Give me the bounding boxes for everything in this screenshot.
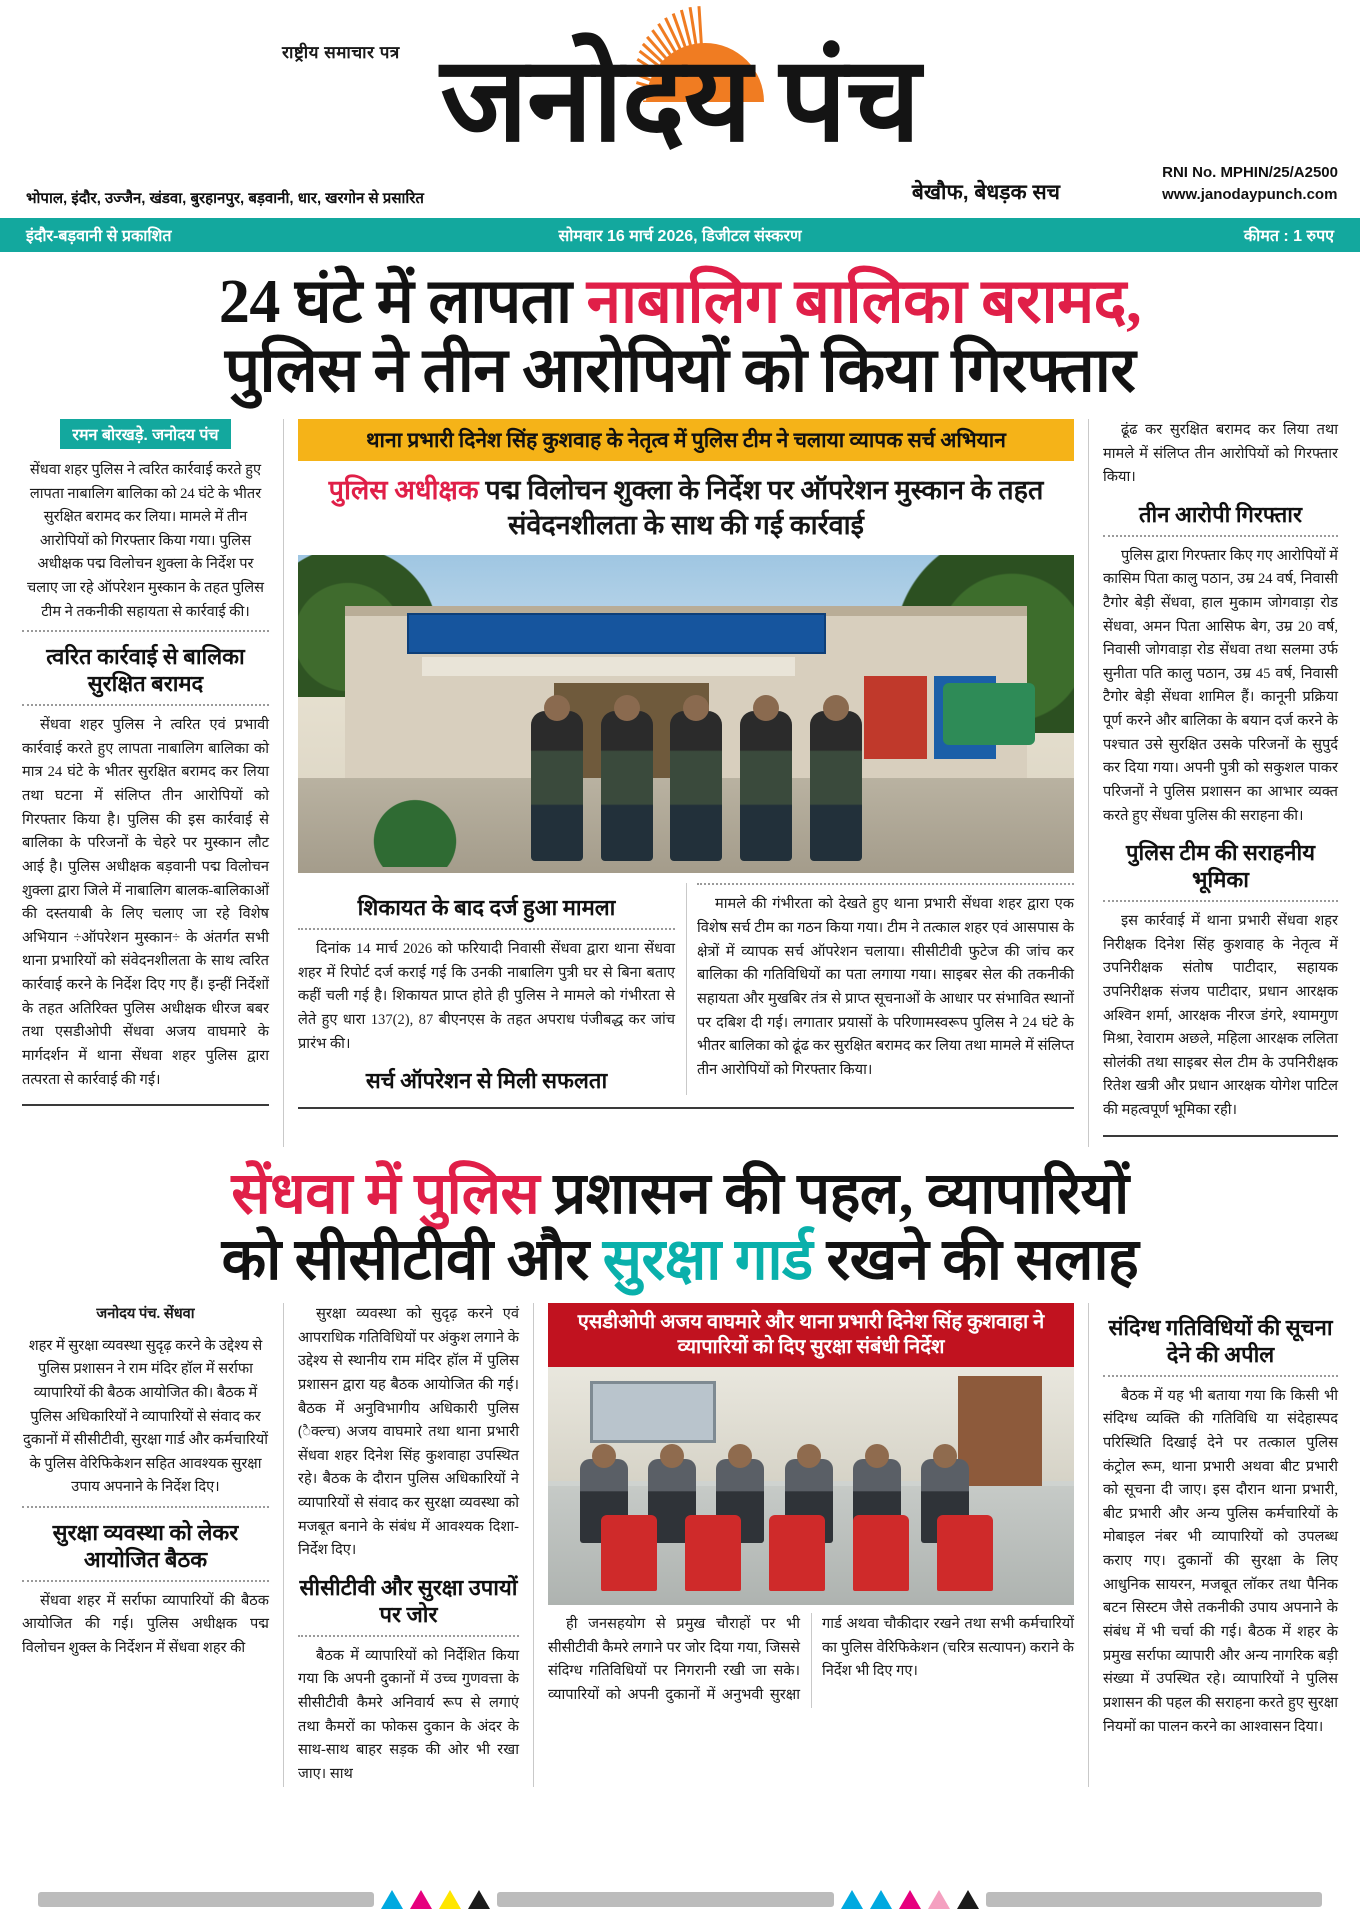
photo-officer bbox=[601, 711, 653, 861]
story1-left-column bbox=[22, 419, 284, 1147]
story2-column-1 bbox=[22, 1303, 284, 1787]
photo-chair bbox=[853, 1515, 909, 1591]
story1-section2-heading: शिकायत के बाद दर्ज हुआ मामला bbox=[357, 895, 616, 921]
divider-rule bbox=[298, 1107, 1074, 1109]
circulation-cities: भोपाल, इंदौर, उज्जैन, खंडवा, बुरहानपुर, बड़वानी, धार, खरगोन से प्रसारित bbox=[26, 190, 424, 207]
lead-headline-highlight: नाबालिग बालिका बरामद, bbox=[586, 268, 1142, 336]
story1-deck-highlight: पुलिस अधीक्षक bbox=[328, 475, 479, 506]
rni-block bbox=[1162, 162, 1338, 206]
divider-dotted bbox=[697, 883, 1074, 885]
story2-caption-text-columns bbox=[548, 1613, 1074, 1708]
story1-section4-heading: तीन आरोपी गिरफ्तार bbox=[1139, 501, 1302, 527]
story1-intro: सेंधवा शहर पुलिस ने त्वरित कार्रवाई करते हुए लापता नाबालिग बालिका को 24 घंटे के भीतर सुरक्षित बरामद कर लिया। मामले में तीन आरोपियों को गिरफ्तार किया गया। पुलिस अधीक्षक पद्म विलोचन शुक्ला के निर्देश पर चलाए जा रहे ऑपरेशन मुस्कान के तहत पुलिस टीम ने तकनीकी सहायता से कार्रवाई की। bbox=[26, 461, 264, 620]
story2-photo bbox=[548, 1367, 1074, 1605]
story2-headline-rest1: प्रशासन की पहल, व्यापारियों bbox=[539, 1160, 1129, 1226]
registration-triangle-magenta bbox=[410, 1890, 432, 1909]
story2-section1-cont: सुरक्षा व्यवस्था को सुदृढ़ करने एवं आपराधिक गतिविधियों पर अंकुश लगाने के उद्देश्य से स्थानीय राम मंदिर हॉल में पुलिस प्रशासन द्वारा यह बैठक आयोजित की गई। बैठक में अनुविभागीय अधिकारी पुलिस (ैक्ल्च) अजय वाघमारे तथा थाना प्रभारी सेंधवा शहर दिनेश सिंह कुशवाहा उपस्थित रहे। बैठक के दौरान पुलिस अधिकारियों ने व्यापारियों से संवाद कर सुरक्षा व्यवस्था को मजबूत बनाने के संबंध में आवश्यक दिशा-निर्देश दिए। bbox=[298, 1305, 519, 1559]
story1-deck-rest: पद्म विलोचन शुक्ला के निर्देश पर ऑपरेशन मुस्कान के तहत संवेदनशीलता के साथ की गई कार्रवाई bbox=[478, 475, 1044, 541]
story1-middle-text-columns bbox=[298, 883, 1074, 1095]
masthead bbox=[0, 0, 1360, 218]
website-url[interactable]: www.janodaypunch.com bbox=[1162, 185, 1338, 203]
story2-section3-body: बैठक में यह भी बताया गया कि किसी भी संदिग्ध व्यक्ति की गतिविधि या संदेहास्पद परिस्थिति दिखाई देने पर तत्काल पुलिस कंट्रोल रूम, थाना प्रभारी अथवा बीट प्रभारी को सूचना दी जाए। इस दौरान थाना प्रभारी, बीट प्रभारी और अन्य पुलिस कर्मचारियों के मोबाइल नंबर भी व्यापारियों को उपलब्ध कराए गए। दुकानों की सुरक्षा के लिए आधुनिक सायरन, मजबूत लॉकर तथा पैनिक बटन सिस्टम जैसे तकनीकी उपाय अपनाने के संबंध में भी चर्चा की गई। बैठक में शहर के प्रमुख सर्राफा व्यापारी और अन्य नागरिक बड़ी संख्या में उपस्थित रहे। व्यापारियों ने पुलिस प्रशासन की पहल की सराहना करते हुए सुरक्षा नियमों का पालन करने का आश्वासन दिया। bbox=[1103, 1387, 1338, 1735]
edition-date: सोमवार 16 मार्च 2026, डिजीटल संस्करण bbox=[558, 228, 802, 245]
photo-officer bbox=[740, 711, 792, 861]
story1-photo bbox=[298, 555, 1074, 873]
divider-rule bbox=[22, 1104, 269, 1106]
photo-plant bbox=[360, 781, 470, 867]
story1-section5-heading: पुलिस टीम की सराहनीय भूमिका bbox=[1126, 840, 1315, 893]
divider-dotted bbox=[22, 630, 269, 632]
story2-headline-part2a: को सीसीटीवी और bbox=[221, 1226, 603, 1292]
registration-grey-bar bbox=[497, 1892, 833, 1907]
lead-headline-part1: 24 घंटे में लापता bbox=[218, 268, 587, 336]
registration-triangle-cyan bbox=[841, 1890, 863, 1909]
divider-dotted bbox=[22, 1580, 269, 1582]
registration-grey-bar bbox=[38, 1892, 374, 1907]
photo-officer bbox=[670, 711, 722, 861]
story1-photo-wrap bbox=[298, 555, 1074, 873]
story-2 bbox=[0, 1147, 1360, 1787]
photo-chair bbox=[769, 1515, 825, 1591]
story1-section1-heading: त्वरित कार्रवाई से बालिका सुरक्षित बरामद bbox=[46, 644, 245, 697]
story2-intro: शहर में सुरक्षा व्यवस्था सुदृढ़ करने के उद्देश्य से पुलिस प्रशासन ने राम मंदिर हॉल में सर्राफा व्यापारियों की बैठक आयोजित की। बैठक में पुलिस अधिकारियों ने व्यापारियों से संवाद कर दुकानों में सीसीटीवी, सुरक्षा गार्ड और कर्मचारियों के पुलिस वेरिफिकेशन सहित आवश्यक सुरक्षा उपाय अपनाने के निर्देश दिए। bbox=[23, 1337, 268, 1496]
story1-deck bbox=[298, 473, 1074, 543]
story1-byline: रमन बोरखड़े. जनोदय पंच bbox=[60, 419, 230, 449]
photo-station-subsign bbox=[422, 657, 794, 676]
story1-section4-lead: ढूंढ कर सुरक्षित बरामद कर लिया तथा मामले में संलिप्त तीन आरोपियों को गिरफ्तार किया। bbox=[1103, 421, 1338, 486]
registration-triangle-cyan bbox=[381, 1890, 403, 1909]
story2-headline-highlight: सेंधवा में पुलिस bbox=[231, 1160, 540, 1226]
story1-section3-heading: सर्च ऑपरेशन से मिली सफलता bbox=[365, 1068, 608, 1094]
photo-green-tarp bbox=[943, 683, 1035, 745]
photo-chair bbox=[685, 1515, 741, 1591]
story-1 bbox=[0, 411, 1360, 1147]
story2-column-3 bbox=[534, 1303, 1088, 1787]
registration-grey-bar bbox=[986, 1892, 1322, 1907]
story1-section1-body: सेंधवा शहर पुलिस ने त्वरित एवं प्रभावी कार्रवाई करते हुए लापता नाबालिग बालिका को मात्र 24 घंटे के भीतर सुरक्षित बरामद कर लिया तथा घटना में संलिप्त तीन आरोपियों को गिरफ्तार किया है। पुलिस की इस कार्रवाई से बालिका के परिजनों के चेहरे पर मुस्कान लौट आई है। पुलिस अधीक्षक बड़वानी पद्म विलोचन शुक्ला द्वारा जिले में नाबालिग बालक-बालिकाओं की दस्तयाबी के लिए चलाए जा रहे विशेष अभियान ÷ऑपरेशन मुस्कान÷ के अंतर्गत सभी थाना प्रभारियों को संवेदनशीलता के साथ त्वरित कार्रवाई करने के निर्देश दिए गए हैं। इन्हीं निर्देशों के तहत अतिरिक्त पुलिस अधीक्षक धीरज बबर तथा एसडीओपी सेंधवा अजय वाघमारे के मार्गदर्शन में थाना सेंधवा शहर पुलिस द्वारा तत्परता से कार्रवाई की गई। bbox=[22, 717, 269, 1088]
story2-photo-caption: एसडीओपी अजय वाघमारे और थाना प्रभारी दिनेश सिंह कुशवाहा ने व्यापारियों को दिए सुरक्षा संबंधी निर्देश bbox=[548, 1303, 1074, 1367]
photo-red-banner bbox=[864, 676, 926, 759]
story2-headline-teal: सुरक्षा गार्ड bbox=[602, 1226, 813, 1292]
registration-triangle-pink bbox=[928, 1890, 950, 1909]
edition-strip bbox=[0, 218, 1360, 252]
divider-rule bbox=[1103, 1135, 1338, 1137]
story2-section1-heading: सुरक्षा व्यवस्था को लेकर आयोजित बैठक bbox=[52, 1520, 239, 1572]
divider-dotted bbox=[298, 928, 675, 930]
story2-headline bbox=[22, 1147, 1338, 1303]
story2-section3-heading: संदिग्ध गतिविधियों की सूचना देने की अपील bbox=[1108, 1314, 1333, 1367]
lead-headline bbox=[0, 252, 1360, 411]
story1-section4-body: पुलिस द्वारा गिरफ्तार किए गए आरोपियों में कासिम पिता कालु पठान, उम्र 24 वर्ष, निवासी टैगोर बेड़ी सेंधवा, हाल मुकाम जोगवाड़ा रोड सेंधवा, अमन पिता आसिफ बेग, उम्र 20 वर्ष, निवासी जोगवाड़ा रोड सेंधवा तथा सलमा उर्फ सुनीता पति कालु पठान, उम्र 45 वर्ष, निवासी टैगोर बेड़ी सेंधवा शामिल हैं। कानूनी प्रक्रिया पूर्ण करने और बालिका के बयान दर्ज करने के पश्चात उसे सुरक्षित उसके परिजनों के सुपुर्द कर दिया गया। अपनी पुत्री को सकुशल पाकर परिजनों ने पुलिस प्रशासन का आभार व्यक्त करते हुए सेंधवा पुलिस की सराहना की। bbox=[1103, 547, 1338, 824]
registration-triangle-black bbox=[468, 1890, 490, 1909]
registration-triangle-yellow bbox=[439, 1890, 461, 1909]
masthead-kicker: राष्ट्रीय समाचार पत्र bbox=[282, 43, 400, 62]
story2-grid bbox=[22, 1303, 1338, 1787]
photo-noticeboard bbox=[590, 1381, 716, 1443]
print-registration-footer bbox=[0, 1890, 1360, 1909]
story2-section2-body: बैठक में व्यापारियों को निर्देशित किया गया कि अपनी दुकानों में उच्च गुणवत्ता के सीसीटीवी कैमरे अनिवार्य रूप से लगाएं तथा कैमरों का फोकस दुकान के अंदर के साथ-साथ बाहर सड़क की ओर भी रखा जाए। साथ bbox=[298, 1647, 519, 1782]
registration-triangle-cyan bbox=[870, 1890, 892, 1909]
story1-section5-body: इस कार्रवाई में थाना प्रभारी सेंधवा शहर निरीक्षक दिनेश सिंह कुशवाह के नेतृत्व में उपनिरीक्षक संतोष पाटीदार, सहायक उपनिरीक्षक संजय पाटीदार, प्रधान आरक्षक अश्विन शर्मा, आरक्षक नीरज डंगरे, श्यामगुण मिश्रा, रेवाराम अछले, महिला आरक्षक ललिता सोलंकी तथा साइबर सेल टीम के उपनिरीक्षक रितेश खत्री और प्रधान आरक्षक योगेश पाटिल की महत्वपूर्ण भूमिका रही। bbox=[1103, 912, 1338, 1119]
story2-byline: जनोदय पंच. सेंधवा bbox=[96, 1305, 195, 1322]
lead-headline-part2: पुलिस ने तीन आरोपियों को किया गिरफ्तार bbox=[224, 337, 1136, 406]
registration-triangle-magenta bbox=[899, 1890, 921, 1909]
registration-triangle-black bbox=[957, 1890, 979, 1909]
published-from: इंदौर-बड़वानी से प्रकाशित bbox=[26, 228, 172, 245]
masthead-logo: जनोदय पंच bbox=[440, 35, 920, 166]
divider-dotted bbox=[1103, 1375, 1338, 1377]
photo-station-signboard bbox=[407, 613, 826, 654]
story1-yellow-banner: थाना प्रभारी दिनेश सिंह कुशवाह के नेतृत्व में पुलिस टीम ने चलाया व्यापक सर्च अभियान bbox=[298, 419, 1074, 461]
price-label: कीमत : 1 रुपए bbox=[1243, 228, 1334, 245]
story1-section2-body: दिनांक 14 मार्च 2026 को फरियादी निवासी सेंधवा द्वारा थाना सेंधवा शहर में रिपोर्ट दर्ज कराई गई कि उनकी नाबालिग पुत्री घर से बिना बताए कहीं चली गई है। शिकायत प्राप्त होते ही पुलिस ने मामले को गंभीरता से लेते हुए धारा 137(2), 87 बीएनएस के तहत अपराध पंजीबद्ध कर जांच प्रारंभ की। bbox=[298, 941, 675, 1052]
story1-middle-column bbox=[284, 419, 1088, 1147]
story2-section2-cont: ही जनसहयोग से प्रमुख चौराहों पर भी सीसीटीवी कैमरे लगाने पर जोर दिया गया, जिससे संदिग्ध गतिविधियों पर निगरानी रखी जा सके। व्यापारियों को अपनी दुकानों में अनुभवी सुरक्षा गार्ड अथवा चौकीदार रखने तथा सभी कर्मचारियों का पुलिस वेरिफिकेशन (चरित्र सत्यापन) कराने के निर्देश भी दिए गए। bbox=[548, 1615, 1074, 1703]
divider-dotted bbox=[1103, 900, 1338, 902]
divider-dotted bbox=[298, 1635, 519, 1637]
divider-dotted bbox=[22, 1506, 269, 1508]
story2-column-2 bbox=[284, 1303, 534, 1787]
masthead-tagline: बेखौफ, बेधड़क सच bbox=[911, 181, 1060, 204]
photo-chair bbox=[937, 1515, 993, 1591]
story2-section2-heading: सीसीटीवी और सुरक्षा उपायों पर जोर bbox=[299, 1575, 518, 1627]
story2-headline-part2b: रखने की सलाह bbox=[812, 1226, 1139, 1292]
divider-dotted bbox=[22, 704, 269, 706]
story1-section3-body: मामले की गंभीरता को देखते हुए थाना प्रभारी सेंधवा शहर द्वारा एक विशेष सर्च टीम का गठन किया गया। टीम ने तत्काल शहर एवं आसपास के क्षेत्रों में व्यापक सर्च ऑपरेशन चलाया। सीसीटीवी फुटेज की जांच कर बालिका की गतिविधियों का पता लगाया गया। साइबर सेल की तकनीकी सहायता और मुखबिर तंत्र से प्राप्त सूचनाओं के आधार पर संभावित स्थानों पर दबिश दी गई। लगातार प्रयासों के परिणामस्वरूप पुलिस ने 24 घंटे के भीतर बालिका को ढूंढ कर सुरक्षित बरामद कर लिया तथा मामले में संलिप्त तीन आरोपियों को गिरफ्तार किया। bbox=[697, 896, 1074, 1078]
story2-column-4 bbox=[1088, 1303, 1338, 1787]
story1-right-column bbox=[1088, 419, 1338, 1147]
photo-officer bbox=[531, 711, 583, 861]
divider-dotted bbox=[1103, 535, 1338, 537]
photo-door bbox=[958, 1376, 1042, 1485]
photo-chair bbox=[601, 1515, 657, 1591]
photo-officer bbox=[810, 711, 862, 861]
rni-number: RNI No. MPHIN/25/A2500 bbox=[1162, 164, 1338, 181]
story2-section1-body-part: सेंधवा शहर में सर्राफा व्यापारियों की बैठक आयोजित की गई। पुलिस अधीक्षक पद्म विलोचन शुक्ल के निर्देशन में सेंधवा शहर की bbox=[22, 1592, 269, 1657]
